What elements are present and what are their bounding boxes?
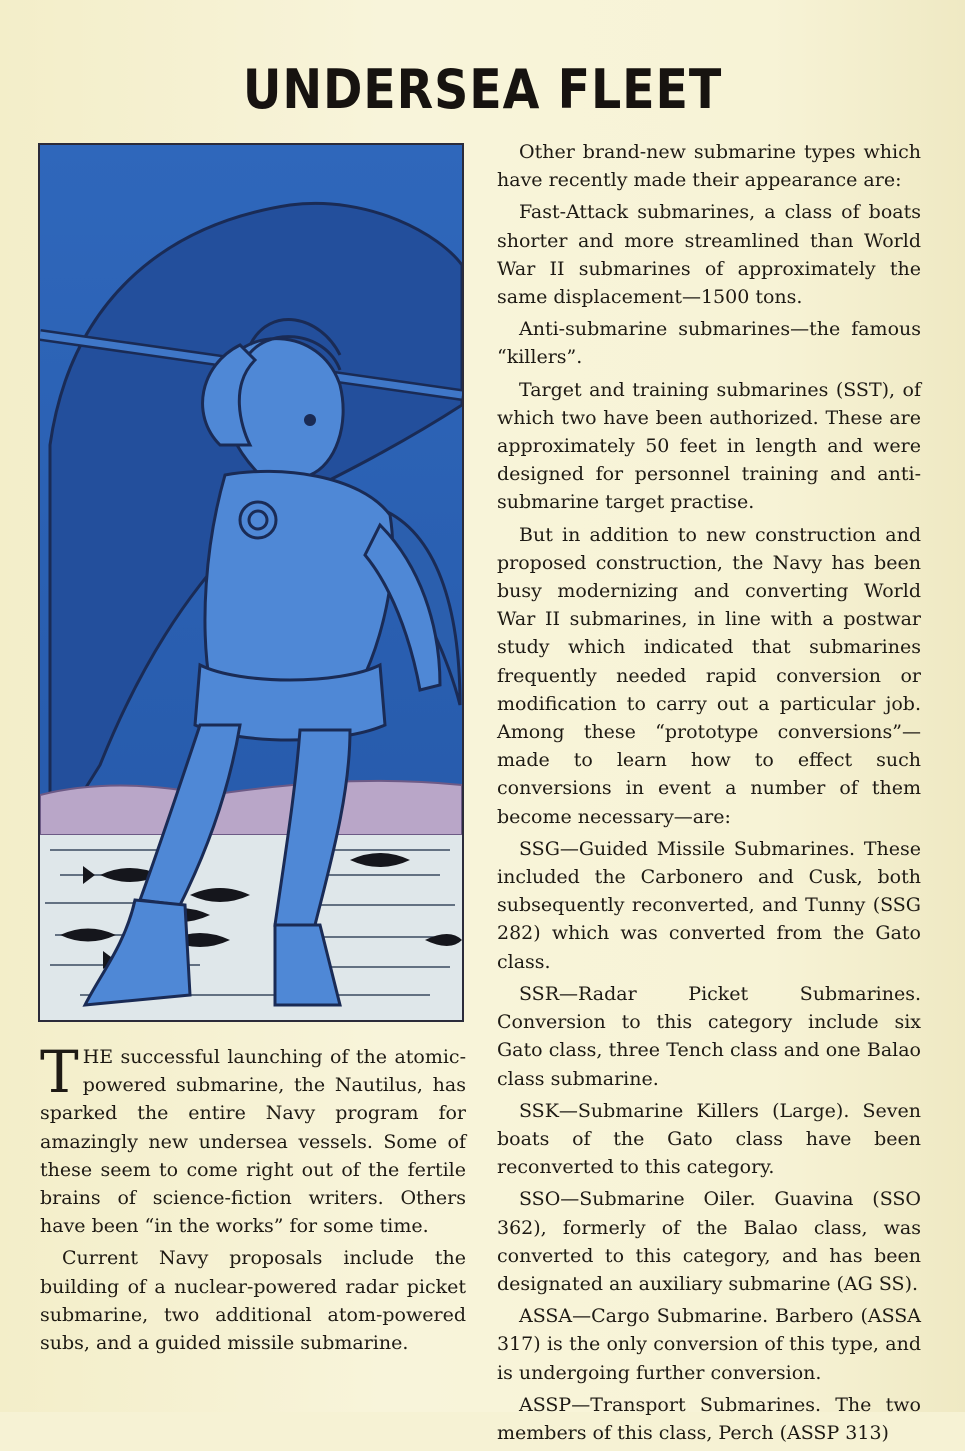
- article-paragraph: SSG—Guided Missile Submarines. These included the Carbonero and Cusk, both subsequently reconverted, and Tunny (SSG 282) which was converted from the Gato class.: [497, 837, 921, 973]
- article-paragraph: Anti-submarine submarines—the famous “killers”.: [497, 318, 921, 369]
- article-paragraph: SSK—Submarine Killers (Large). Seven boats of the Gato class have been reconverted to this category.: [497, 1099, 921, 1179]
- article-paragraph: ASSP—Transport Submarines. The two members of this class, Perch (ASSP 313): [497, 1393, 921, 1444]
- article-paragraph: Other brand-new submarine types which have recently made their appearance are:: [497, 141, 921, 192]
- intro-text: HE successful launching of the atomic-powered submarine, the Nautilus, has sparked the entire Navy program for amazingly new undersea vessels. Some of these seem to come right out of the fertile brains of science-fiction writers. Others have been “in the works” for some time.: [40, 1046, 466, 1238]
- page-title: UNDERSEA FLEET: [242, 58, 723, 121]
- article-paragraph: But in addition to new construction and proposed construction, the Navy has been busy modernizing and converting World War II submarines, in line with a postwar study which indicated that submarines frequently needed rapid conversion or modification to carry out a particular job. Among these “prototype conversions”—made to learn how to effect such conversions in event a number of them become necessary—are:: [497, 523, 921, 828]
- seabed: [40, 781, 462, 835]
- warrior-illustration: [38, 143, 464, 1022]
- right-column: [497, 138, 921, 1451]
- article-paragraph: ASSA—Cargo Submarine. Barbero (ASSA 317) is the only conversion of this type, and is undergoing further conversion.: [497, 1305, 921, 1384]
- drop-cap: T: [40, 1038, 79, 1106]
- left-column: [40, 1038, 466, 1361]
- intro-paragraph: [40, 1038, 466, 1240]
- undersea-warrior-drawing: [40, 145, 462, 1020]
- article-paragraph: SSO—Submarine Oiler. Guavina (SSO 362), formerly of the Balao class, was converted to this category, and has been designated an auxiliary submarine (AG SS).: [497, 1188, 921, 1295]
- article-paragraph: Target and training submarines (SST), of which two have been authorized. These are approximately 50 feet in length and were designed for personnel training and anti-submarine target practise.: [497, 378, 921, 514]
- article-paragraph: SSR—Radar Picket Submarines. Conversion to this category include six Gato class, three Tench class and one Balao class submarine.: [497, 982, 921, 1090]
- article-paragraph: Fast-Attack submarines, a class of boats shorter and more streamlined than World War II submarines of approximately the same displacement—1500 tons.: [497, 201, 921, 309]
- proposals-paragraph: Current Navy proposals include the building of a nuclear-powered radar picket submarine, two additional atom-powered subs, and a guided missile submarine.: [40, 1247, 466, 1355]
